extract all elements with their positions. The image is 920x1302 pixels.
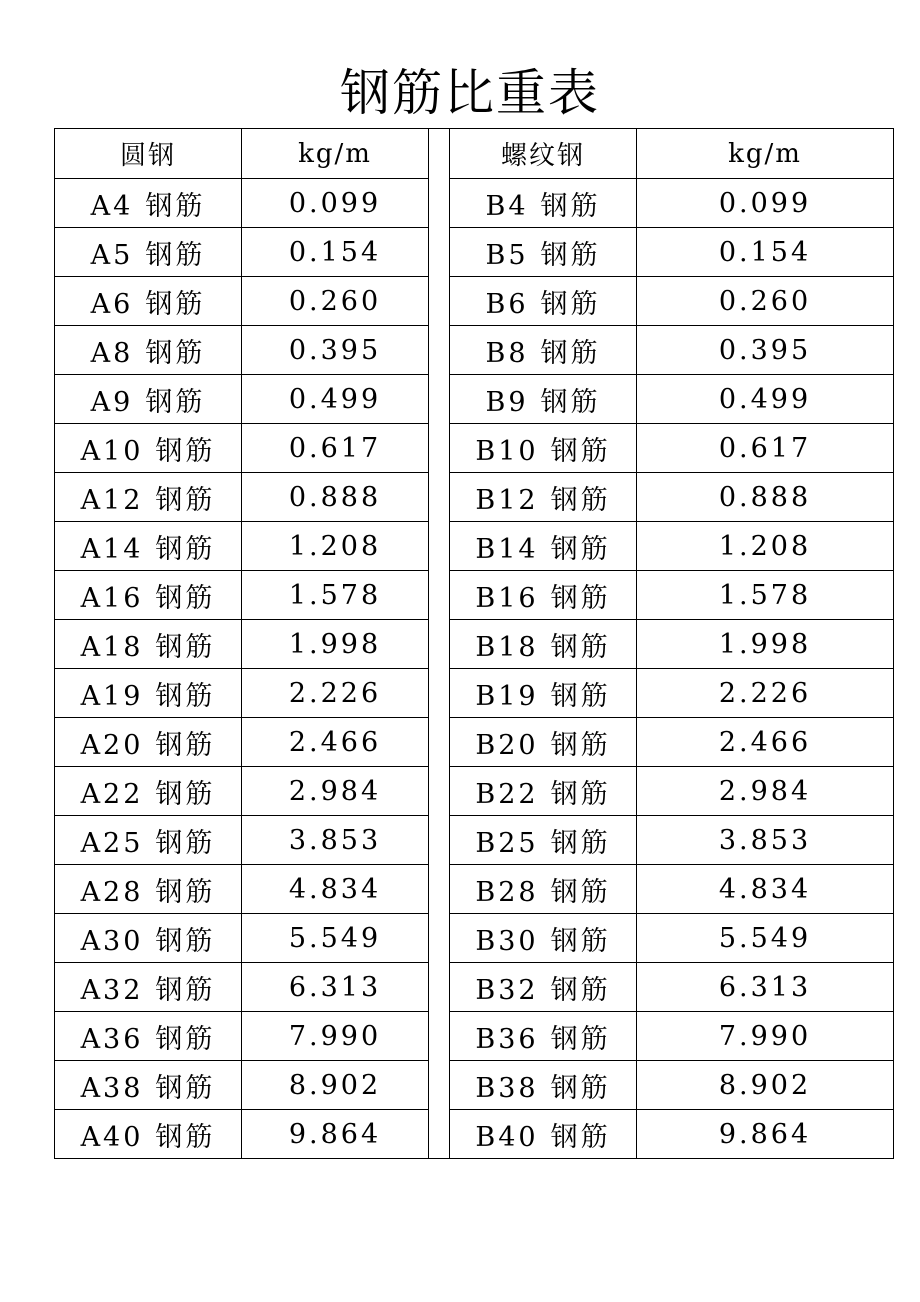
column-gap [429,424,450,473]
ribbed-steel-name-cell [450,1012,637,1061]
ribbed-steel-weight: 2.466 [637,718,894,767]
ribbed-steel-weight: 0.154 [637,228,894,277]
round-steel-name-cell [55,1061,242,1110]
round-steel-code: A20 [80,729,144,761]
ribbed-steel-code: B18 [475,631,539,663]
rebar-label: 钢筋 [550,876,611,908]
ribbed-steel-name-cell [450,375,637,424]
table-row [55,375,894,424]
table-row [55,914,894,963]
rebar-label: 钢筋 [550,1121,611,1153]
ribbed-steel-weight: 7.990 [637,1012,894,1061]
ribbed-steel-name-cell [450,914,637,963]
table-row [55,620,894,669]
ribbed-steel-code: B32 [475,974,539,1006]
ribbed-steel-code: B20 [475,729,539,761]
ribbed-steel-code: B6 [485,288,529,320]
rebar-label: 钢筋 [155,680,216,712]
ribbed-steel-name-cell [450,522,637,571]
rebar-label: 钢筋 [145,190,206,222]
round-steel-name-cell [55,963,242,1012]
header-round-unit: kg/m [242,129,429,179]
rebar-label: 钢筋 [155,876,216,908]
table-row [55,424,894,473]
rebar-label: 钢筋 [550,484,611,516]
round-steel-weight: 1.998 [242,620,429,669]
ribbed-steel-code: B12 [475,484,539,516]
table-row [55,816,894,865]
rebar-label: 钢筋 [550,680,611,712]
rebar-label: 钢筋 [155,729,216,761]
table-row [55,767,894,816]
ribbed-steel-name-cell [450,277,637,326]
round-steel-name-cell [55,669,242,718]
rebar-label: 钢筋 [145,386,206,418]
rebar-label: 钢筋 [155,827,216,859]
column-gap [429,669,450,718]
column-gap [429,326,450,375]
ribbed-steel-weight: 9.864 [637,1110,894,1159]
table-row [55,277,894,326]
round-steel-weight: 5.549 [242,914,429,963]
rebar-label: 钢筋 [155,778,216,810]
column-gap [429,620,450,669]
ribbed-steel-name-cell [450,424,637,473]
ribbed-steel-weight: 2.984 [637,767,894,816]
column-gap [429,375,450,424]
column-gap [429,228,450,277]
table-row [55,228,894,277]
round-steel-code: A36 [80,1023,144,1055]
table-row [55,1061,894,1110]
ribbed-steel-code: B22 [475,778,539,810]
rebar-label: 钢筋 [155,533,216,565]
rebar-label: 钢筋 [550,974,611,1006]
ribbed-steel-weight: 0.395 [637,326,894,375]
table-row [55,669,894,718]
rebar-label: 钢筋 [550,631,611,663]
table-row [55,179,894,228]
round-steel-name-cell [55,424,242,473]
ribbed-steel-code: B10 [475,435,539,467]
ribbed-steel-weight: 0.617 [637,424,894,473]
ribbed-steel-code: B4 [485,190,529,222]
round-steel-weight: 1.208 [242,522,429,571]
ribbed-steel-code: B9 [485,386,529,418]
round-steel-name-cell [55,522,242,571]
ribbed-steel-weight: 0.099 [637,179,894,228]
table-row [55,865,894,914]
rebar-label: 钢筋 [550,582,611,614]
ribbed-steel-name-cell [450,816,637,865]
ribbed-steel-code: B25 [475,827,539,859]
ribbed-steel-weight: 1.578 [637,571,894,620]
column-gap [429,522,450,571]
round-steel-code: A25 [80,827,144,859]
table-body [55,129,894,1159]
rebar-label: 钢筋 [540,239,601,271]
rebar-weight-table [54,128,894,1159]
column-gap [429,963,450,1012]
round-steel-code: A38 [80,1072,144,1104]
ribbed-steel-weight: 3.853 [637,816,894,865]
rebar-label: 钢筋 [155,484,216,516]
round-steel-name-cell [55,326,242,375]
table-row [55,473,894,522]
round-steel-name-cell [55,718,242,767]
round-steel-code: A40 [80,1121,144,1153]
ribbed-steel-code: B19 [475,680,539,712]
round-steel-code: A30 [80,925,144,957]
column-gap [429,473,450,522]
header-ribbed-unit: kg/m [637,129,894,179]
round-steel-code: A9 [90,386,134,418]
column-gap [429,571,450,620]
ribbed-steel-code: B30 [475,925,539,957]
rebar-label: 钢筋 [550,1072,611,1104]
ribbed-steel-code: B14 [475,533,539,565]
round-steel-weight: 7.990 [242,1012,429,1061]
round-steel-name-cell [55,914,242,963]
column-gap [429,816,450,865]
rebar-label: 钢筋 [550,827,611,859]
rebar-label: 钢筋 [540,386,601,418]
column-gap [429,914,450,963]
ribbed-steel-weight: 4.834 [637,865,894,914]
ribbed-steel-name-cell [450,473,637,522]
ribbed-steel-code: B40 [475,1121,539,1153]
round-steel-code: A4 [90,190,134,222]
round-steel-weight: 0.154 [242,228,429,277]
ribbed-steel-code: B16 [475,582,539,614]
round-steel-name-cell [55,767,242,816]
rebar-label: 钢筋 [155,1121,216,1153]
round-steel-name-cell [55,473,242,522]
rebar-label: 钢筋 [155,631,216,663]
ribbed-steel-name-cell [450,669,637,718]
column-gap [429,718,450,767]
round-steel-name-cell [55,375,242,424]
round-steel-weight: 4.834 [242,865,429,914]
ribbed-steel-name-cell [450,326,637,375]
rebar-label: 钢筋 [145,288,206,320]
rebar-label: 钢筋 [155,925,216,957]
round-steel-name-cell [55,620,242,669]
rebar-label: 钢筋 [540,190,601,222]
ribbed-steel-weight: 1.998 [637,620,894,669]
round-steel-code: A16 [80,582,144,614]
round-steel-weight: 0.888 [242,473,429,522]
ribbed-steel-name-cell [450,865,637,914]
column-gap [429,277,450,326]
ribbed-steel-code: B28 [475,876,539,908]
ribbed-steel-weight: 0.260 [637,277,894,326]
rebar-label: 钢筋 [550,925,611,957]
round-steel-name-cell [55,277,242,326]
round-steel-weight: 0.395 [242,326,429,375]
ribbed-steel-weight: 0.499 [637,375,894,424]
round-steel-weight: 3.853 [242,816,429,865]
rebar-label: 钢筋 [550,533,611,565]
round-steel-code: A32 [80,974,144,1006]
round-steel-weight: 2.226 [242,669,429,718]
rebar-label: 钢筋 [550,729,611,761]
ribbed-steel-name-cell [450,767,637,816]
round-steel-code: A14 [80,533,144,565]
round-steel-code: A8 [90,337,134,369]
table-row [55,326,894,375]
ribbed-steel-code: B5 [485,239,529,271]
ribbed-steel-code: B38 [475,1072,539,1104]
ribbed-steel-weight: 0.888 [637,473,894,522]
rebar-label: 钢筋 [550,1023,611,1055]
rebar-label: 钢筋 [155,435,216,467]
round-steel-code: A5 [90,239,134,271]
round-steel-code: A12 [80,484,144,516]
round-steel-weight: 6.313 [242,963,429,1012]
round-steel-code: A28 [80,876,144,908]
table-row [55,718,894,767]
round-steel-weight: 8.902 [242,1061,429,1110]
round-steel-weight: 0.260 [242,277,429,326]
round-steel-weight: 1.578 [242,571,429,620]
table-row [55,1110,894,1159]
round-steel-weight: 0.099 [242,179,429,228]
round-steel-weight: 2.466 [242,718,429,767]
ribbed-steel-code: B8 [485,337,529,369]
ribbed-steel-name-cell [450,1061,637,1110]
ribbed-steel-name-cell [450,1110,637,1159]
header-round-steel: 圆钢 [55,129,242,179]
round-steel-weight: 2.984 [242,767,429,816]
ribbed-steel-name-cell [450,179,637,228]
round-steel-name-cell [55,1110,242,1159]
round-steel-code: A10 [80,435,144,467]
rebar-label: 钢筋 [145,239,206,271]
round-steel-name-cell [55,816,242,865]
round-steel-code: A19 [80,680,144,712]
ribbed-steel-code: B36 [475,1023,539,1055]
header-ribbed-steel: 螺纹钢 [450,129,637,179]
round-steel-name-cell [55,571,242,620]
ribbed-steel-name-cell [450,963,637,1012]
column-gap [429,767,450,816]
round-steel-code: A6 [90,288,134,320]
column-gap [429,1012,450,1061]
ribbed-steel-weight: 1.208 [637,522,894,571]
column-gap [429,129,450,179]
rebar-label: 钢筋 [550,435,611,467]
round-steel-code: A18 [80,631,144,663]
ribbed-steel-weight: 6.313 [637,963,894,1012]
ribbed-steel-name-cell [450,718,637,767]
rebar-label: 钢筋 [155,1023,216,1055]
ribbed-steel-name-cell [450,571,637,620]
rebar-label: 钢筋 [155,974,216,1006]
round-steel-code: A22 [80,778,144,810]
table-header-row [55,129,894,179]
ribbed-steel-weight: 5.549 [637,914,894,963]
rebar-label: 钢筋 [145,337,206,369]
table-row [55,1012,894,1061]
rebar-label: 钢筋 [155,582,216,614]
rebar-label: 钢筋 [550,778,611,810]
round-steel-name-cell [55,1012,242,1061]
ribbed-steel-name-cell [450,228,637,277]
round-steel-name-cell [55,228,242,277]
round-steel-weight: 0.617 [242,424,429,473]
round-steel-weight: 9.864 [242,1110,429,1159]
column-gap [429,1110,450,1159]
round-steel-name-cell [55,179,242,228]
table-row [55,571,894,620]
column-gap [429,1061,450,1110]
table-row [55,963,894,1012]
ribbed-steel-weight: 8.902 [637,1061,894,1110]
column-gap [429,179,450,228]
rebar-label: 钢筋 [540,288,601,320]
table-row [55,522,894,571]
ribbed-steel-name-cell [450,620,637,669]
rebar-label: 钢筋 [155,1072,216,1104]
round-steel-name-cell [55,865,242,914]
rebar-label: 钢筋 [540,337,601,369]
round-steel-weight: 0.499 [242,375,429,424]
column-gap [429,865,450,914]
page-title: 钢筋比重表 [340,64,600,122]
ribbed-steel-weight: 2.226 [637,669,894,718]
